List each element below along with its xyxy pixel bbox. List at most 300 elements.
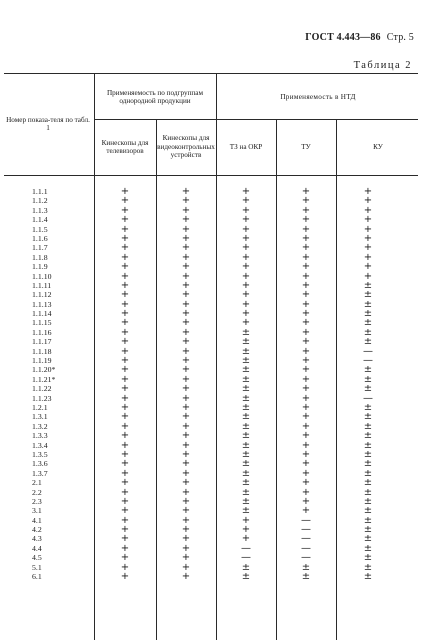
mark-kinescopes-video: + [181,392,191,404]
mark-tu: — [301,552,311,564]
mark-kinescopes-tv: + [120,242,130,254]
table-row [0,262,422,271]
mark-kinescopes-video: + [181,336,191,348]
indicator-number: 1.1.12 [32,290,52,300]
mark-tu: + [301,345,311,357]
table-row [0,553,422,562]
mark-kinescopes-video: + [181,439,191,451]
indicator-number: 1.1.4 [32,215,48,225]
mark-ku: ± [363,373,373,385]
mark-tz-okr: ± [241,373,251,385]
mark-kinescopes-video: + [181,223,191,235]
mark-kinescopes-tv: + [120,232,130,244]
table-row [0,525,422,534]
table-row [0,281,422,290]
mark-ku: ± [363,411,373,423]
header-kinescopes-video: Кинескопы для видеоконтрольных устройств [157,134,215,160]
mark-tu: + [301,495,311,507]
indicator-number: 1.1.22 [32,384,52,394]
mark-tz-okr: + [241,251,251,263]
indicator-number: 1.1.8 [32,252,48,262]
mark-kinescopes-tv: + [120,571,130,583]
mark-tu: + [301,355,311,367]
table-row [0,187,422,196]
mark-kinescopes-tv: + [120,223,130,235]
mark-tz-okr: — [241,552,251,564]
mark-kinescopes-tv: + [120,204,130,216]
mark-kinescopes-video: + [181,232,191,244]
mark-kinescopes-video: + [181,477,191,489]
indicator-number: 1.1.18 [32,346,52,356]
mark-tz-okr: + [241,298,251,310]
mark-tz-okr: ± [241,505,251,517]
indicator-number: 1.1.5 [32,224,48,234]
indicator-number: 5.1 [32,562,42,572]
mark-ku: ± [363,430,373,442]
mark-tz-okr: + [241,223,251,235]
mark-tz-okr: ± [241,467,251,479]
mark-ku: ± [363,448,373,460]
mark-kinescopes-video: + [181,261,191,273]
mark-tu: + [301,317,311,329]
mark-ku: ± [363,401,373,413]
indicator-number: 1.3.1 [32,412,48,422]
indicator-number: 1.3.6 [32,459,48,469]
table-row [0,384,422,393]
mark-tz-okr: ± [241,486,251,498]
mark-ku: — [363,355,373,367]
mark-kinescopes-tv: + [120,561,130,573]
mark-tz-okr: ± [241,430,251,442]
mark-ku: + [363,204,373,216]
table-row [0,300,422,309]
indicator-number: 1.1.2 [32,196,48,206]
mark-kinescopes-video: + [181,495,191,507]
table-title: Таблица 2 [353,60,412,71]
header-group-applicability: Применяемость по подгруппам однородной продукции [106,88,204,105]
mark-kinescopes-video: + [181,401,191,413]
mark-kinescopes-video: + [181,420,191,432]
mark-kinescopes-tv: + [120,533,130,545]
mark-ku: ± [363,467,373,479]
mark-tu: ± [301,571,311,583]
indicator-number: 2.1 [32,478,42,488]
mark-tz-okr: ± [241,355,251,367]
header-ntd-applicability: Применяемость в НТД [280,92,356,101]
mark-kinescopes-tv: + [120,270,130,282]
mark-tu: + [301,261,311,273]
mark-kinescopes-tv: + [120,505,130,517]
mark-kinescopes-video: + [181,279,191,291]
table-row [0,290,422,299]
mark-tz-okr: — [241,542,251,554]
mark-kinescopes-tv: + [120,279,130,291]
mark-tz-okr: ± [241,420,251,432]
mark-kinescopes-tv: + [120,364,130,376]
table-row [0,356,422,365]
mark-kinescopes-video: + [181,345,191,357]
table-row [0,450,422,459]
mark-kinescopes-video: + [181,270,191,282]
mark-tu: + [301,289,311,301]
mark-tu: + [301,336,311,348]
mark-kinescopes-video: + [181,467,191,479]
mark-tz-okr: ± [241,448,251,460]
mark-kinescopes-tv: + [120,477,130,489]
mark-kinescopes-video: + [181,448,191,460]
mark-kinescopes-video: + [181,186,191,197]
mark-kinescopes-video: + [181,505,191,517]
mark-tu: + [301,242,311,254]
mark-ku: + [363,270,373,282]
mark-kinescopes-tv: + [120,448,130,460]
mark-tu: + [301,204,311,216]
table-row [0,206,422,215]
mark-kinescopes-video: + [181,214,191,226]
mark-tz-okr: ± [241,364,251,376]
mark-tu: + [301,477,311,489]
mark-kinescopes-tv: + [120,355,130,367]
table-row [0,478,422,487]
table-row [0,469,422,478]
table-row [0,337,422,346]
mark-ku: ± [363,458,373,470]
indicator-number: 1.3.3 [32,431,48,441]
mark-tz-okr: + [241,204,251,216]
indicator-number: 1.1.11 [32,280,52,290]
mark-ku: ± [363,326,373,338]
mark-tu: + [301,392,311,404]
mark-tu: + [301,326,311,338]
indicator-number: 1.1.21* [32,374,56,384]
table-row [0,516,422,525]
mark-ku: ± [363,279,373,291]
mark-tz-okr: + [241,289,251,301]
mark-kinescopes-video: + [181,533,191,545]
mark-kinescopes-tv: + [120,495,130,507]
indicator-number: 1.1.14 [32,309,52,319]
mark-kinescopes-video: + [181,289,191,301]
mark-kinescopes-video: + [181,561,191,573]
mark-tu: + [301,505,311,517]
mark-kinescopes-tv: + [120,411,130,423]
indicator-number: 4.1 [32,515,42,525]
header-ku: КУ [373,142,383,151]
mark-ku: ± [363,308,373,320]
mark-tz-okr: ± [241,336,251,348]
mark-tu: + [301,383,311,395]
mark-kinescopes-tv: + [120,336,130,348]
mark-kinescopes-video: + [181,486,191,498]
indicator-number: 1.1.17 [32,337,52,347]
table-row [0,328,422,337]
mark-tu: — [301,524,311,536]
mark-tu: + [301,401,311,413]
header-number: Номер показа-теля по табл. 1 [6,115,90,132]
mark-tu: + [301,279,311,291]
table-row [0,422,422,431]
mark-kinescopes-tv: + [120,289,130,301]
mark-tz-okr: + [241,533,251,545]
mark-kinescopes-tv: + [120,524,130,536]
mark-kinescopes-tv: + [120,439,130,451]
mark-tz-okr: ± [241,326,251,338]
mark-kinescopes-video: + [181,383,191,395]
indicator-number: 1.1.10 [32,271,52,281]
header-bottom-rule [4,175,418,176]
mark-ku: ± [363,495,373,507]
mark-tz-okr: ± [241,477,251,489]
header-tz-okr: ТЗ на ОКР [229,142,263,151]
indicator-number: 1.1.3 [32,205,48,215]
table-row [0,225,422,234]
table-row [0,459,422,468]
mark-kinescopes-tv: + [120,392,130,404]
indicator-number: 1.1.16 [32,327,52,337]
mark-tu: + [301,458,311,470]
mark-ku: + [363,232,373,244]
mark-tu: + [301,270,311,282]
mark-ku: + [363,186,373,197]
mark-ku: ± [363,514,373,526]
mark-ku: + [363,195,373,207]
mark-kinescopes-video: + [181,298,191,310]
mark-ku: ± [363,571,373,583]
mark-tu: + [301,467,311,479]
indicator-number: 2.3 [32,496,42,506]
table-row [0,572,422,581]
mark-ku: ± [363,317,373,329]
table-row [0,375,422,384]
mark-tz-okr: + [241,261,251,273]
indicator-number: 1.1.19 [32,356,52,366]
mark-kinescopes-tv: + [120,214,130,226]
mark-kinescopes-tv: + [120,467,130,479]
mark-kinescopes-video: + [181,514,191,526]
mark-kinescopes-tv: + [120,308,130,320]
mark-tu: + [301,232,311,244]
indicator-number: 4.2 [32,525,42,535]
table-row [0,534,422,543]
mark-ku: ± [363,524,373,536]
mark-ku: ± [363,477,373,489]
mark-tu: + [301,186,311,197]
table-row [0,412,422,421]
indicator-number: 1.1.9 [32,262,48,272]
indicator-number: 1.3.4 [32,440,48,450]
table-row [0,318,422,327]
mark-tu: — [301,514,311,526]
mark-tu: + [301,411,311,423]
mark-tz-okr: + [241,214,251,226]
indicator-number: 1.3.5 [32,449,48,459]
mark-kinescopes-video: + [181,552,191,564]
mark-tu: + [301,214,311,226]
table-row [0,441,422,450]
indicator-number: 1.1.6 [32,233,48,243]
mark-tz-okr: ± [241,439,251,451]
indicator-number: 6.1 [32,572,42,582]
mark-kinescopes-tv: + [120,186,130,197]
mark-tz-okr: + [241,279,251,291]
indicator-number: 1.1.13 [32,299,52,309]
table-row [0,253,422,262]
mark-kinescopes-video: + [181,326,191,338]
standard-number: ГОСТ 4.443—86 [305,32,381,43]
mark-ku: ± [363,561,373,573]
mark-ku: ± [363,383,373,395]
mark-tz-okr: + [241,317,251,329]
mark-ku: ± [363,298,373,310]
mark-tu: + [301,195,311,207]
mark-kinescopes-video: + [181,308,191,320]
mark-tu: — [301,533,311,545]
mark-tz-okr: ± [241,458,251,470]
table-row [0,215,422,224]
table-body [0,187,422,581]
mark-ku: ± [363,336,373,348]
mark-kinescopes-video: + [181,524,191,536]
mark-tu: + [301,430,311,442]
indicator-number: 1.1.23 [32,393,52,403]
mark-tu: + [301,223,311,235]
mark-ku: ± [363,420,373,432]
mark-tu: + [301,251,311,263]
mark-ku: ± [363,552,373,564]
mark-ku: ± [363,542,373,554]
page-header [305,32,414,43]
mark-tz-okr: + [241,195,251,207]
table-row [0,196,422,205]
mark-ku: — [363,345,373,357]
mark-kinescopes-video: + [181,355,191,367]
mark-kinescopes-tv: + [120,195,130,207]
mark-kinescopes-tv: + [120,383,130,395]
table-row [0,431,422,440]
mark-kinescopes-video: + [181,571,191,583]
mark-ku: + [363,261,373,273]
mark-kinescopes-video: + [181,195,191,207]
indicator-number: 1.1.15 [32,318,52,328]
mark-kinescopes-video: + [181,458,191,470]
mark-tu: + [301,364,311,376]
mark-tu: ± [301,561,311,573]
mark-kinescopes-tv: + [120,261,130,273]
mark-tz-okr: ± [241,345,251,357]
applicability-table [0,73,422,640]
mark-tz-okr: ± [241,561,251,573]
indicator-number: 2.2 [32,487,42,497]
mark-tu: + [301,420,311,432]
mark-kinescopes-video: + [181,242,191,254]
mark-kinescopes-video: + [181,373,191,385]
mark-ku: + [363,223,373,235]
mark-kinescopes-tv: + [120,373,130,385]
indicator-number: 3.1 [32,506,42,516]
mark-kinescopes-video: + [181,542,191,554]
mark-ku: + [363,242,373,254]
mark-ku: ± [363,533,373,545]
mark-tz-okr: ± [241,383,251,395]
header-kinescopes-tv: Кинескопы для телевизоров [101,138,149,155]
mark-tz-okr: ± [241,392,251,404]
mark-kinescopes-tv: + [120,251,130,263]
mark-ku: — [363,392,373,404]
table-row [0,563,422,572]
indicator-number: 1.3.7 [32,468,48,478]
mark-tu: + [301,308,311,320]
mark-kinescopes-video: + [181,411,191,423]
mark-kinescopes-video: + [181,317,191,329]
mark-kinescopes-video: + [181,364,191,376]
mark-tz-okr: + [241,232,251,244]
table-row [0,234,422,243]
indicator-number: 1.2.1 [32,402,48,412]
table-row [0,365,422,374]
mark-kinescopes-tv: + [120,326,130,338]
mark-tz-okr: + [241,524,251,536]
indicator-number: 4.4 [32,543,42,553]
mark-tz-okr: + [241,270,251,282]
mark-kinescopes-tv: + [120,486,130,498]
mark-kinescopes-tv: + [120,420,130,432]
mark-tu: — [301,542,311,554]
indicator-number: 1.1.1 [32,187,48,196]
table-row [0,506,422,515]
mark-kinescopes-tv: + [120,298,130,310]
page-number: Стр. 5 [386,32,414,43]
table-row [0,394,422,403]
mark-ku: ± [363,289,373,301]
mark-kinescopes-tv: + [120,542,130,554]
mark-tz-okr: + [241,242,251,254]
indicator-number: 1.1.20* [32,365,56,375]
mark-tz-okr: ± [241,411,251,423]
table-row [0,497,422,506]
mark-ku: + [363,214,373,226]
mark-ku: ± [363,364,373,376]
indicator-number: 4.5 [32,553,42,563]
table-row [0,488,422,497]
mark-kinescopes-tv: + [120,430,130,442]
mark-kinescopes-video: + [181,251,191,263]
table-row [0,403,422,412]
mark-kinescopes-tv: + [120,514,130,526]
mark-tz-okr: + [241,186,251,197]
mark-tu: + [301,373,311,385]
mark-ku: ± [363,486,373,498]
mark-ku: ± [363,439,373,451]
mark-kinescopes-tv: + [120,317,130,329]
mark-tz-okr: ± [241,571,251,583]
indicator-number: 4.3 [32,534,42,544]
indicator-number: 1.3.2 [32,421,48,431]
mark-kinescopes-tv: + [120,552,130,564]
table-row [0,272,422,281]
mark-tz-okr: + [241,514,251,526]
mark-ku: + [363,251,373,263]
mark-kinescopes-tv: + [120,345,130,357]
mark-tz-okr: ± [241,495,251,507]
mark-tz-okr: ± [241,401,251,413]
mark-kinescopes-tv: + [120,401,130,413]
table-row [0,544,422,553]
table-row [0,243,422,252]
header-tu: ТУ [301,142,311,151]
mark-tz-okr: + [241,308,251,320]
mark-tu: + [301,298,311,310]
mark-kinescopes-video: + [181,204,191,216]
